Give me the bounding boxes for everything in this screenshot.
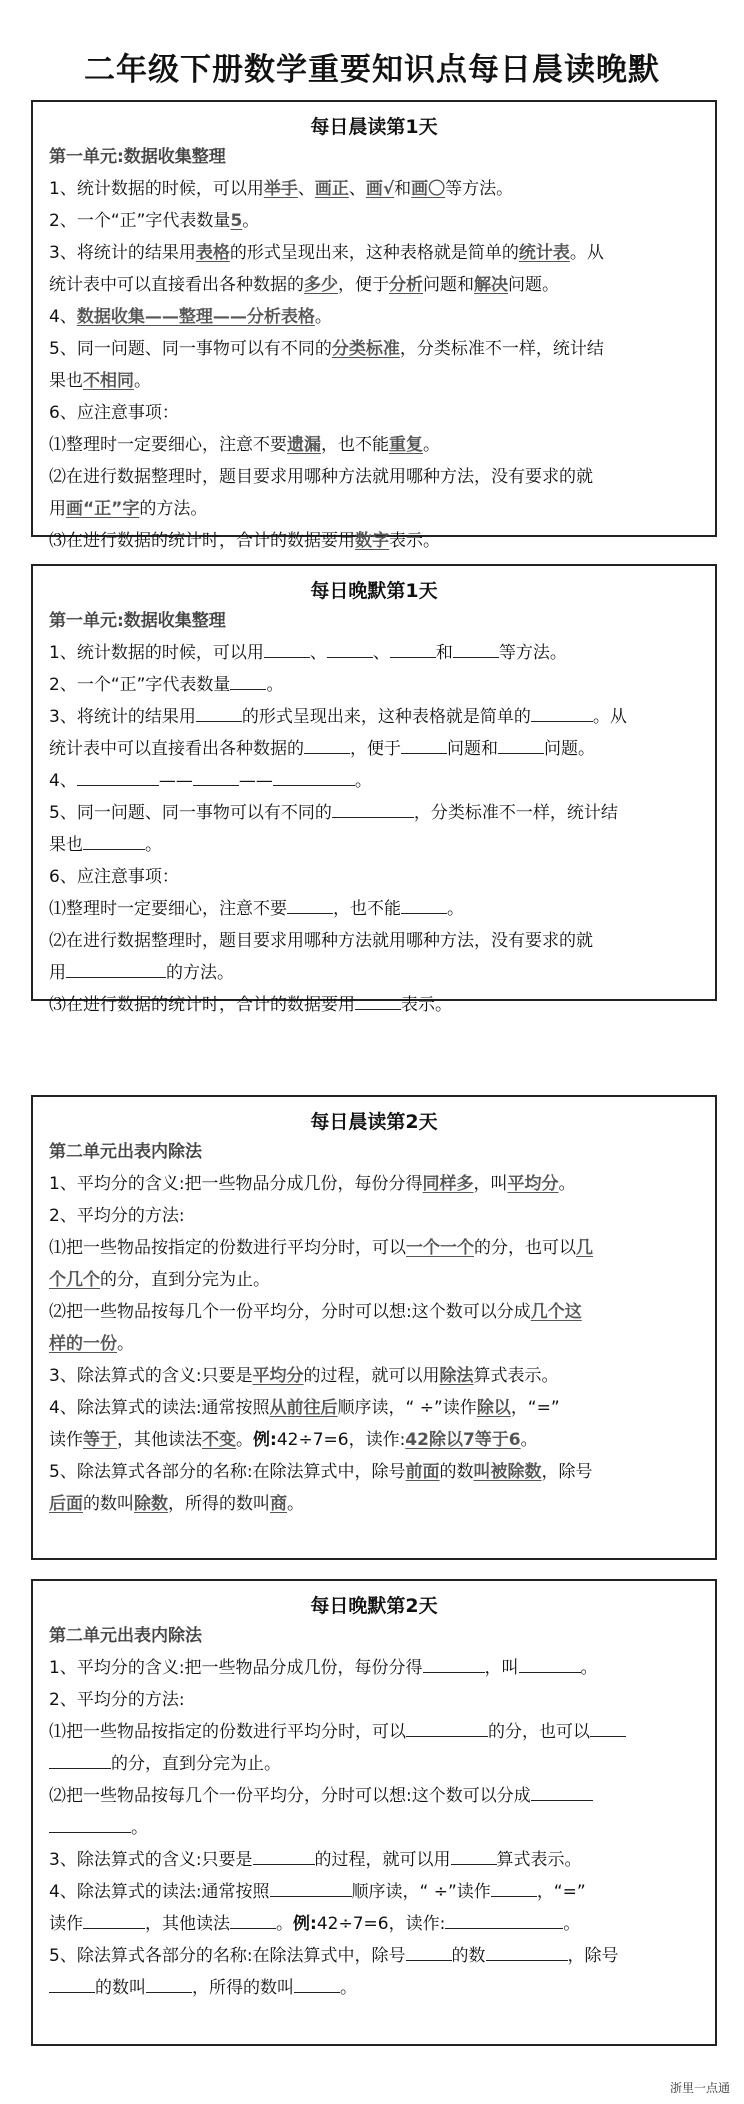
blank[interactable] <box>590 1716 626 1737</box>
unit-heading: 第一单元:数据收集整理 <box>49 611 226 631</box>
item-line: 样的一份。 <box>49 1334 134 1354</box>
blank[interactable] <box>146 1972 192 1993</box>
item-line: 4、除法算式的读法:通常按照从前往后顺序读，“ ÷”读作除以，“=” <box>49 1398 560 1418</box>
blank[interactable] <box>273 765 355 786</box>
item-line: 的分，直到分完为止。 <box>49 1748 699 1780</box>
item-line: 用画“正”字的方法。 <box>49 499 208 519</box>
blank[interactable] <box>486 1940 568 1961</box>
item-line: 3、除法算式的含义:只要是 的过程，就可以用 算式表示。 <box>49 1844 699 1876</box>
item-line: ⑴整理时一定要细心，注意不要 ，也不能 。 <box>49 893 699 925</box>
item-line: 1、平均分的含义:把一些物品分成几份，每份分得同样多，叫平均分。 <box>49 1174 576 1194</box>
blank[interactable] <box>304 733 350 754</box>
blank[interactable] <box>49 1748 111 1769</box>
item-line: 。 <box>49 1812 699 1844</box>
unit-heading: 第一单元:数据收集整理 <box>49 147 226 167</box>
blank[interactable] <box>390 637 436 658</box>
card-title: 每日晚默第1天 <box>310 580 438 602</box>
blank[interactable] <box>327 637 373 658</box>
item-line: ⑴把一些物品按指定的份数进行平均分时，可以 的分，也可以 <box>49 1716 699 1748</box>
blank[interactable] <box>401 733 447 754</box>
card-day2-morning <box>31 1095 717 1560</box>
card-day1-morning <box>31 100 717 551</box>
item-line: 6、应注意事项： <box>49 403 179 423</box>
item-line: 个几个的分，直到分完为止。 <box>49 1270 270 1290</box>
item-line: 5、除法算式各部分的名称:在除法算式中，除号前面的数叫被除数，除号 <box>49 1462 593 1482</box>
blank[interactable] <box>491 1876 537 1897</box>
blank[interactable] <box>406 1940 452 1961</box>
card-title: 每日晚默第2天 <box>310 1595 438 1617</box>
blank[interactable] <box>77 765 159 786</box>
blank[interactable] <box>83 1908 145 1929</box>
item-line: ⑴把一些物品按指定的份数进行平均分时，可以一个一个的分，也可以几 <box>49 1238 593 1258</box>
item-line: ⑵在进行数据整理时，题目要求用哪种方法就用哪种方法，没有要求的就 <box>49 931 593 951</box>
item-line: 5、除法算式各部分的名称:在除法算式中，除号 的数 ，除号 <box>49 1940 699 1972</box>
item-line: 的数叫 ，所得的数叫 。 <box>49 1972 699 2004</box>
card-day1-evening <box>31 564 717 1015</box>
blank[interactable] <box>531 1780 593 1801</box>
blank[interactable] <box>451 1844 497 1865</box>
item-line: 果也不相同。 <box>49 371 151 391</box>
item-line: ⑵把一些物品按每几个一份平均分，分时可以想:这个数可以分成 <box>49 1780 699 1812</box>
item-line: 统计表中可以直接看出各种数据的 ，便于 问题和 问题。 <box>49 733 699 765</box>
blank[interactable] <box>287 893 333 914</box>
blank[interactable] <box>332 797 414 818</box>
blank[interactable] <box>445 1908 563 1929</box>
item-line: 2、一个“正”字代表数量5。 <box>49 211 260 231</box>
blank[interactable] <box>253 1844 315 1865</box>
item-line: 读作 ，其他读法 。例:42÷7=6，读作: 。 <box>49 1908 699 1940</box>
item-line: ⑶在进行数据的统计时，合计的数据要用 表示。 <box>49 989 699 1021</box>
item-line: 3、除法算式的含义:只要是平均分的过程，就可以用除法算式表示。 <box>49 1366 559 1386</box>
item-line: 4、数据收集——整理——分析表格。 <box>49 307 332 327</box>
blank[interactable] <box>49 1972 95 1993</box>
card-title: 每日晨读第1天 <box>310 116 438 138</box>
blank[interactable] <box>230 1908 276 1929</box>
item-line: 读作等于，其他读法不变。例:42÷7=6，读作:42除以7等于6。 <box>49 1430 538 1450</box>
item-line: 后面的数叫除数，所得的数叫商。 <box>49 1494 304 1514</box>
blank[interactable] <box>531 701 593 722</box>
blank[interactable] <box>193 765 239 786</box>
item-line: ⑵把一些物品按每几个一份平均分，分时可以想:这个数可以分成几个这 <box>49 1302 582 1322</box>
blank[interactable] <box>49 1812 131 1833</box>
item-line: 6、应注意事项： <box>49 867 179 887</box>
blank[interactable] <box>423 1652 485 1673</box>
item-line: 5、同一问题、同一事物可以有不同的分类标准，分类标准不一样，统计结 <box>49 339 604 359</box>
item-line: ⑴整理时一定要细心，注意不要遗漏，也不能重复。 <box>49 435 440 455</box>
item-line: 4、 —— —— 。 <box>49 765 699 797</box>
card-title: 每日晨读第2天 <box>310 1111 438 1133</box>
item-line: 1、统计数据的时候，可以用 、 、 和 等方法。 <box>49 637 699 669</box>
item-line: 1、平均分的含义:把一些物品分成几份，每份分得 ，叫 。 <box>49 1652 699 1684</box>
item-line: 2、平均分的方法: <box>49 1690 185 1710</box>
item-line: 2、一个“正”字代表数量 。 <box>49 669 699 701</box>
watermark: 浙里一点通 <box>669 2081 730 2095</box>
item-line: 5、同一问题、同一事物可以有不同的 ，分类标准不一样，统计结 <box>49 797 699 829</box>
blank[interactable] <box>196 701 242 722</box>
item-line: 1、统计数据的时候，可以用举手、画正、画√和画〇等方法。 <box>49 179 514 199</box>
item-line: ⑵在进行数据整理时，题目要求用哪种方法就用哪种方法，没有要求的就 <box>49 467 593 487</box>
item-line: ⑶在进行数据的统计时，合计的数据要用数字表示。 <box>49 531 440 551</box>
blank[interactable] <box>498 733 544 754</box>
blank[interactable] <box>83 829 145 850</box>
unit-heading: 第二单元出表内除法 <box>49 1142 202 1162</box>
blank[interactable] <box>270 1876 352 1897</box>
blank[interactable] <box>294 1972 340 1993</box>
blank[interactable] <box>519 1652 581 1673</box>
blank[interactable] <box>453 637 499 658</box>
item-line: 3、将统计的结果用表格的形式呈现出来，这种表格就是简单的统计表。从 <box>49 243 604 263</box>
card-day2-evening <box>31 1579 717 2046</box>
item-line: 2、平均分的方法: <box>49 1206 185 1226</box>
unit-heading: 第二单元出表内除法 <box>49 1626 202 1646</box>
blank[interactable] <box>264 637 310 658</box>
item-line: 统计表中可以直接看出各种数据的多少，便于分析问题和解决问题。 <box>49 275 559 295</box>
blank[interactable] <box>401 893 447 914</box>
blank[interactable] <box>355 989 401 1010</box>
item-line: 3、将统计的结果用 的形式呈现出来，这种表格就是简单的 。从 <box>49 701 699 733</box>
item-line: 4、除法算式的读法:通常按照 顺序读，“ ÷”读作 ，“=” <box>49 1876 699 1908</box>
blank[interactable] <box>66 957 166 978</box>
blank[interactable] <box>406 1716 488 1737</box>
item-line: 用 的方法。 <box>49 957 699 989</box>
item-line: 果也 。 <box>49 829 699 861</box>
page-title: 二年级下册数学重要知识点每日晨读晚默 <box>84 52 660 88</box>
blank[interactable] <box>230 669 266 690</box>
